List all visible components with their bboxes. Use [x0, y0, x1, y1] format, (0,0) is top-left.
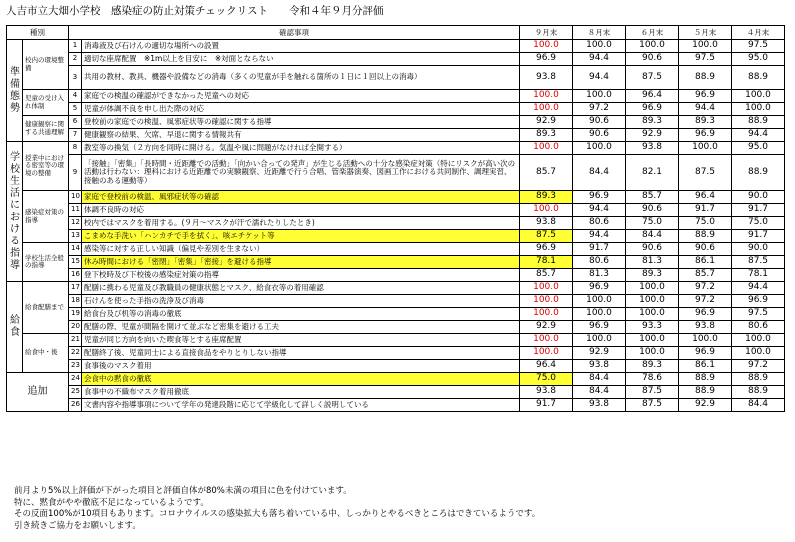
value-cell: 90.6 [573, 129, 626, 142]
category-label: 追加 [27, 386, 48, 397]
item-number: 1 [69, 40, 82, 53]
value-cell: 80.6 [732, 321, 785, 334]
value-cell: 96.4 [626, 90, 679, 103]
value-cell: 100.0 [626, 295, 679, 308]
value-cell: 100.0 [626, 282, 679, 295]
value-cell: 92.9 [520, 321, 573, 334]
table-row [7, 295, 785, 308]
item-text: 児童が体調不良を申し出た際の対応 [82, 103, 520, 116]
value-cell: 82.1 [626, 155, 679, 191]
checklist-table [6, 25, 785, 412]
value-cell: 100.0 [520, 308, 573, 321]
item-text: 登校前の家庭での検温、風邪症状等の確認に関する指導 [82, 116, 520, 129]
value-cell: 91.7 [679, 204, 732, 217]
value-cell: 100.0 [626, 334, 679, 347]
value-cell: 89.3 [679, 116, 732, 129]
header-month: ５月末 [679, 26, 732, 40]
value-cell: 87.5 [626, 66, 679, 90]
value-cell: 100.0 [573, 295, 626, 308]
item-text: 家庭で登校前の検温、風邪症状等の確認 [82, 191, 520, 204]
value-cell: 100.0 [520, 90, 573, 103]
value-cell: 78.1 [520, 256, 573, 269]
table-row [7, 230, 785, 243]
item-text: 会食中の黙食の徹底 [82, 373, 520, 386]
value-cell: 85.7 [520, 155, 573, 191]
item-number: 11 [69, 204, 82, 217]
category-cell [7, 40, 23, 142]
header-month: ９月末 [520, 26, 573, 40]
value-cell: 100.0 [573, 334, 626, 347]
item-number: 24 [69, 373, 82, 386]
item-number: 13 [69, 230, 82, 243]
value-cell: 87.5 [679, 155, 732, 191]
subcategory-cell: 感染症対策の指導 [23, 191, 69, 243]
value-cell: 100.0 [520, 282, 573, 295]
value-cell: 96.9 [679, 90, 732, 103]
value-cell: 93.8 [520, 66, 573, 90]
value-cell: 86.1 [679, 256, 732, 269]
item-number: 9 [69, 155, 82, 191]
value-cell: 90.6 [626, 53, 679, 66]
item-number: 4 [69, 90, 82, 103]
item-text: 食事後のマスク着用 [82, 360, 520, 373]
value-cell: 93.8 [573, 360, 626, 373]
value-cell: 91.7 [732, 204, 785, 217]
value-cell: 81.3 [626, 256, 679, 269]
value-cell: 87.5 [732, 256, 785, 269]
value-cell: 100.0 [520, 103, 573, 116]
item-number: 17 [69, 282, 82, 295]
value-cell: 93.8 [626, 142, 679, 155]
value-cell: 100.0 [679, 334, 732, 347]
value-cell: 97.5 [732, 40, 785, 53]
note-line: その反面100%が10項目もあります。コロナウイルスの感染拡大も落ち着いている中、しっかりとやるべきところはできているようです。 [14, 509, 541, 519]
item-number: 8 [69, 142, 82, 155]
table-row [7, 116, 785, 129]
value-cell: 89.3 [520, 191, 573, 204]
note-line: 特に、黙食がやや徹底不足になっているようです。 [14, 497, 209, 508]
table-row [7, 269, 785, 282]
item-text: 登下校時及び下校後の感染症対策の指導 [82, 269, 520, 282]
value-cell: 100.0 [626, 347, 679, 360]
value-cell: 94.4 [732, 282, 785, 295]
item-text: 配膳に携わる児童及び教職員の健康状態とマスク、給食衣等の着用確認 [82, 282, 520, 295]
table-row [7, 40, 785, 53]
page-title: 人吉市立大畑小学校 感染症の防止対策チェックリスト 令和４年９月分評価 [6, 5, 384, 17]
value-cell: 85.7 [520, 269, 573, 282]
item-number: 7 [69, 129, 82, 142]
value-cell: 96.9 [573, 191, 626, 204]
value-cell: 88.9 [732, 116, 785, 129]
value-cell: 80.6 [573, 217, 626, 230]
subcategory-cell: 健康観察に関する共通理解 [23, 116, 69, 142]
item-number: 14 [69, 243, 82, 256]
value-cell: 85.7 [626, 191, 679, 204]
item-text: 石けんを使った手指の洗浄及び消毒 [82, 295, 520, 308]
value-cell: 97.2 [573, 103, 626, 116]
value-cell: 94.4 [732, 129, 785, 142]
value-cell: 89.3 [626, 116, 679, 129]
value-cell: 96.9 [679, 308, 732, 321]
item-text: 配膳終了後、児童同士による直接食品をやりとりしない指導 [82, 347, 520, 360]
value-cell: 100.0 [679, 142, 732, 155]
value-cell: 94.4 [573, 66, 626, 90]
value-cell: 90.0 [732, 191, 785, 204]
value-cell: 97.5 [732, 308, 785, 321]
table-row [7, 399, 785, 412]
value-cell: 88.9 [732, 386, 785, 399]
item-number: 6 [69, 116, 82, 129]
notes [14, 486, 540, 532]
value-cell: 100.0 [626, 40, 679, 53]
item-text: 食事中の不織布マスク着用徹底 [82, 386, 520, 399]
item-number: 20 [69, 321, 82, 334]
table-row [7, 129, 785, 142]
value-cell: 94.4 [679, 103, 732, 116]
subcategory-cell: 給食中・後 [23, 334, 69, 373]
value-cell: 90.6 [573, 116, 626, 129]
note-line: 引き続きご協力をお願いします。 [14, 520, 141, 531]
subcategory-cell: 校内の環境整備 [23, 40, 69, 90]
value-cell: 96.9 [626, 103, 679, 116]
value-cell: 93.8 [679, 321, 732, 334]
value-cell: 92.9 [520, 116, 573, 129]
value-cell: 80.6 [573, 256, 626, 269]
header-month: ６月末 [626, 26, 679, 40]
item-text: 休み時間における「密閉」「密集」「密接」を避ける指導 [82, 256, 520, 269]
value-cell: 91.7 [573, 243, 626, 256]
value-cell: 100.0 [520, 334, 573, 347]
table-row [7, 103, 785, 116]
value-cell: 100.0 [573, 308, 626, 321]
category-cell [7, 142, 23, 282]
item-number: 3 [69, 66, 82, 90]
value-cell: 96.9 [732, 295, 785, 308]
value-cell: 91.7 [520, 399, 573, 412]
table-row [7, 191, 785, 204]
value-cell: 94.4 [573, 204, 626, 217]
value-cell: 92.9 [626, 129, 679, 142]
item-number: 2 [69, 53, 82, 66]
value-cell: 96.4 [520, 360, 573, 373]
value-cell: 100.0 [573, 40, 626, 53]
value-cell: 78.1 [732, 269, 785, 282]
table-row [7, 217, 785, 230]
item-text: 教室等の換気（２方向を同時に開ける。気温や風に問題がなければ全開する） [82, 142, 520, 155]
table-row [7, 334, 785, 347]
item-number: 21 [69, 334, 82, 347]
item-text: 体調不良時の対応 [82, 204, 520, 217]
table-row [7, 282, 785, 295]
value-cell: 100.0 [679, 40, 732, 53]
value-cell: 97.2 [679, 282, 732, 295]
value-cell: 88.9 [679, 230, 732, 243]
table-row [7, 256, 785, 269]
value-cell: 88.9 [732, 373, 785, 386]
value-cell: 95.0 [732, 142, 785, 155]
value-cell: 84.4 [573, 155, 626, 191]
value-cell: 100.0 [520, 347, 573, 360]
item-text: 感染等に対する正しい知識（偏見や差別を生まない） [82, 243, 520, 256]
item-text: 給食台及び机等の消毒の徹底 [82, 308, 520, 321]
value-cell: 93.8 [520, 217, 573, 230]
item-number: 18 [69, 295, 82, 308]
table-row [7, 90, 785, 103]
header-item: 確認事項 [69, 26, 520, 40]
item-number: 22 [69, 347, 82, 360]
table-row [7, 347, 785, 360]
table-row [7, 321, 785, 334]
value-cell: 91.7 [732, 230, 785, 243]
item-number: 16 [69, 269, 82, 282]
value-cell: 100.0 [732, 90, 785, 103]
value-cell: 88.9 [679, 386, 732, 399]
header-row [7, 26, 785, 40]
item-text: こまめな手洗い「ハンカチで手を拭く」、咳エチケット等 [82, 230, 520, 243]
value-cell: 94.4 [573, 53, 626, 66]
value-cell: 96.9 [679, 129, 732, 142]
value-cell: 97.5 [679, 53, 732, 66]
value-cell: 100.0 [732, 347, 785, 360]
item-text: 校内ではマスクを着用する。(９月～マスクが汗で濡れたりしたとき) [82, 217, 520, 230]
value-cell: 84.4 [626, 230, 679, 243]
value-cell: 88.9 [732, 155, 785, 191]
value-cell: 96.4 [679, 191, 732, 204]
value-cell: 100.0 [520, 204, 573, 217]
value-cell: 94.4 [573, 230, 626, 243]
note-line: 前月より5%以上評価が下がった項目と評価自体が80%未満の項目に色を付けています。 [14, 486, 352, 496]
value-cell: 100.0 [520, 40, 573, 53]
item-text: 児童が同じ方向を向いた喫食等とする座席配置 [82, 334, 520, 347]
value-cell: 96.9 [520, 53, 573, 66]
table-row [7, 243, 785, 256]
item-number: 5 [69, 103, 82, 116]
item-number: 12 [69, 217, 82, 230]
value-cell: 92.9 [573, 347, 626, 360]
value-cell: 88.9 [679, 66, 732, 90]
item-text: 「接触」「密集」「長時間・近距離での活動」「向かい合っての発声」が生じる活動への十分な感染症対策（特にリスクが高い次の活動は行わない：理科における近距離での実験観察、近距離で行う合唱、管楽器演奏、図画工作における共同制作、調理実習、接触のある運動等） [82, 155, 520, 191]
subcategory-cell: 児童の受け入れ体制 [23, 90, 69, 116]
table-row [7, 66, 785, 90]
value-cell: 100.0 [573, 90, 626, 103]
item-number: 15 [69, 256, 82, 269]
value-cell: 96.9 [679, 347, 732, 360]
value-cell: 88.9 [732, 66, 785, 90]
value-cell: 90.0 [732, 243, 785, 256]
item-text: 適切な座席配置 ※1m以上を目安に ※対面とならない [82, 53, 520, 66]
subcategory-cell: 授業中における密室等の環境の整備 [23, 142, 69, 191]
item-text: 文書内容や指導事項について学年の発達段階に応じて学級化して詳しく説明している [82, 399, 520, 412]
value-cell: 81.3 [573, 269, 626, 282]
category-cell [7, 373, 69, 412]
value-cell: 100.0 [520, 295, 573, 308]
value-cell: 84.4 [573, 373, 626, 386]
value-cell: 87.5 [626, 399, 679, 412]
table-row [7, 142, 785, 155]
item-number: 25 [69, 386, 82, 399]
item-number: 26 [69, 399, 82, 412]
value-cell: 87.5 [520, 230, 573, 243]
value-cell: 100.0 [732, 334, 785, 347]
table-row [7, 386, 785, 399]
value-cell: 86.1 [679, 360, 732, 373]
header-category: 種別 [7, 26, 69, 40]
value-cell: 100.0 [626, 308, 679, 321]
value-cell: 75.0 [679, 217, 732, 230]
value-cell: 100.0 [520, 142, 573, 155]
value-cell: 85.7 [679, 269, 732, 282]
value-cell: 89.3 [626, 269, 679, 282]
value-cell: 100.0 [732, 103, 785, 116]
item-text: 共用の教材、教具、機器や設備などの消毒（多くの児童が手を触れる箇所の１日に１回以上の消毒） [82, 66, 520, 90]
table-row [7, 308, 785, 321]
table-row [7, 373, 785, 386]
value-cell: 90.6 [626, 204, 679, 217]
table-row [7, 204, 785, 217]
value-cell: 97.2 [732, 360, 785, 373]
value-cell: 75.0 [520, 373, 573, 386]
category-label: 準備態勢 [10, 66, 20, 114]
value-cell: 93.8 [520, 386, 573, 399]
value-cell: 89.3 [626, 360, 679, 373]
item-number: 10 [69, 191, 82, 204]
value-cell: 84.4 [732, 399, 785, 412]
header-month: ４月末 [732, 26, 785, 40]
category-label: 給食 [10, 315, 20, 338]
value-cell: 90.6 [626, 243, 679, 256]
table-row [7, 53, 785, 66]
item-text: 配膳の際、児童が間隔を開けて並ぶなど密集を避ける工夫 [82, 321, 520, 334]
value-cell: 84.4 [573, 386, 626, 399]
value-cell: 75.0 [626, 217, 679, 230]
value-cell: 96.9 [573, 321, 626, 334]
value-cell: 96.9 [573, 282, 626, 295]
value-cell: 96.9 [520, 243, 573, 256]
value-cell: 92.9 [679, 399, 732, 412]
item-number: 19 [69, 308, 82, 321]
value-cell: 90.6 [679, 243, 732, 256]
value-cell: 89.3 [520, 129, 573, 142]
table-row [7, 155, 785, 191]
item-text: 家庭での検温の確認ができなかった児童への対応 [82, 90, 520, 103]
table-row [7, 360, 785, 373]
item-number: 23 [69, 360, 82, 373]
value-cell: 93.8 [573, 399, 626, 412]
subcategory-cell: 学校生活全般の指導 [23, 243, 69, 282]
category-cell [7, 282, 23, 373]
value-cell: 93.3 [626, 321, 679, 334]
category-label: 学校生活における指導 [10, 151, 20, 271]
value-cell: 87.5 [626, 386, 679, 399]
subcategory-cell: 給食配膳まで [23, 282, 69, 334]
value-cell: 100.0 [573, 142, 626, 155]
item-text: 消毒液及び石けんの適切な場所への設置 [82, 40, 520, 53]
item-text: 健康観察の結果、欠席、早退に関する情報共有 [82, 129, 520, 142]
value-cell: 78.6 [626, 373, 679, 386]
value-cell: 88.9 [679, 373, 732, 386]
value-cell: 75.0 [732, 217, 785, 230]
header-month: ８月末 [573, 26, 626, 40]
value-cell: 97.2 [679, 295, 732, 308]
value-cell: 95.0 [732, 53, 785, 66]
